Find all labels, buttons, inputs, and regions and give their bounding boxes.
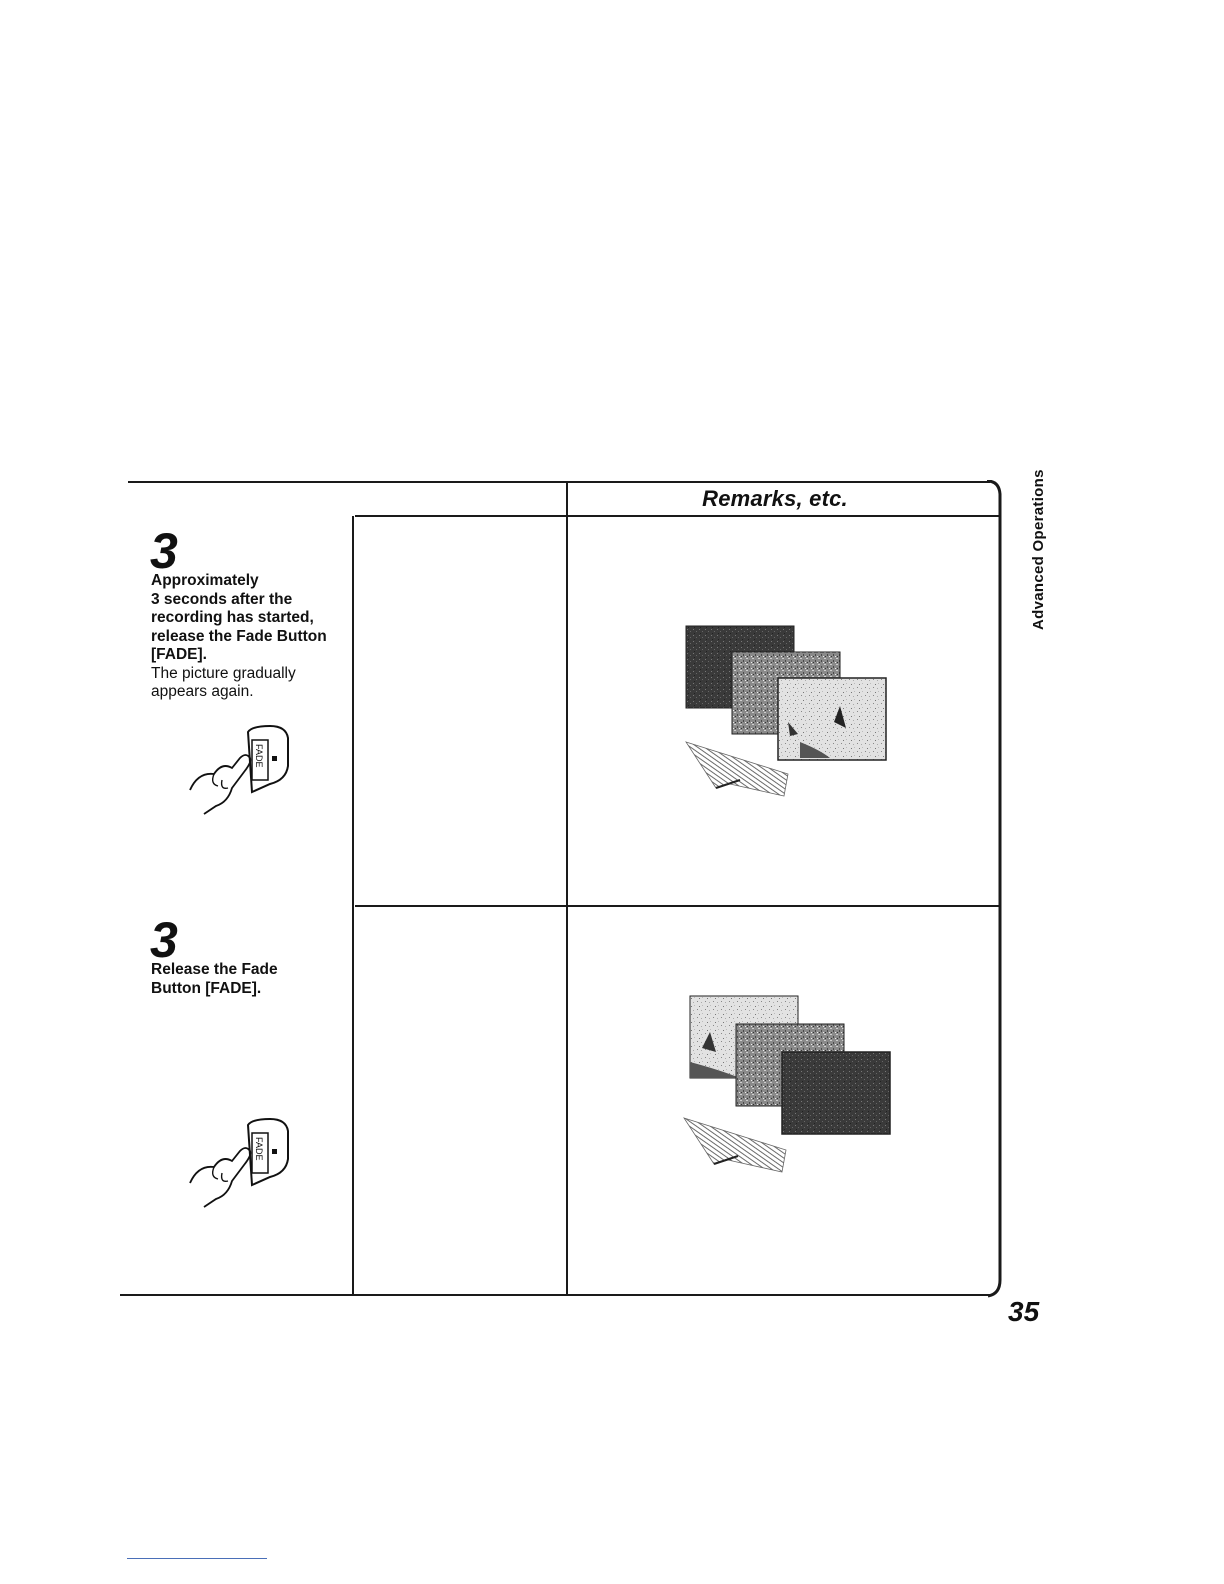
fade-in-illustration — [680, 622, 895, 807]
page-number: 35 — [1008, 1296, 1040, 1327]
result-line: appears again. — [151, 683, 254, 700]
instruction-line: Release the Fade — [151, 961, 278, 978]
instruction-line: Approximately — [151, 572, 259, 589]
instruction-line: release the Fade Button — [151, 627, 327, 645]
section-tab-label: Advanced Operations — [1030, 469, 1047, 630]
step-instruction — [151, 961, 351, 998]
instruction-line: recording has started, — [151, 609, 314, 626]
row-divider — [355, 905, 1001, 907]
fade-out-illustration — [680, 992, 895, 1177]
table-right-bracket — [985, 480, 1005, 1300]
step-number: 3 — [150, 912, 178, 968]
result-line: The picture gradually — [151, 664, 296, 682]
hand-pressing-fade-button-icon — [180, 1115, 300, 1215]
column-divider-remarks — [566, 483, 568, 1294]
step-instruction — [151, 572, 351, 702]
fade-button-label: FADE — [254, 744, 264, 768]
column-divider-left — [352, 516, 354, 1294]
instruction-line: [FADE]. — [151, 646, 207, 663]
fade-button-label: FADE — [254, 1137, 264, 1161]
hand-pressing-fade-button-icon — [180, 722, 300, 822]
footnote-rule — [127, 1558, 267, 1559]
header-underline — [355, 515, 1001, 517]
table-top-rule — [128, 481, 990, 483]
step-number: 3 — [150, 523, 178, 579]
instruction-line: Button [FADE]. — [151, 979, 262, 997]
instruction-line: 3 seconds after the — [151, 590, 293, 608]
remarks-header: Remarks, etc. — [702, 486, 848, 511]
table-bottom-rule — [120, 1294, 990, 1296]
